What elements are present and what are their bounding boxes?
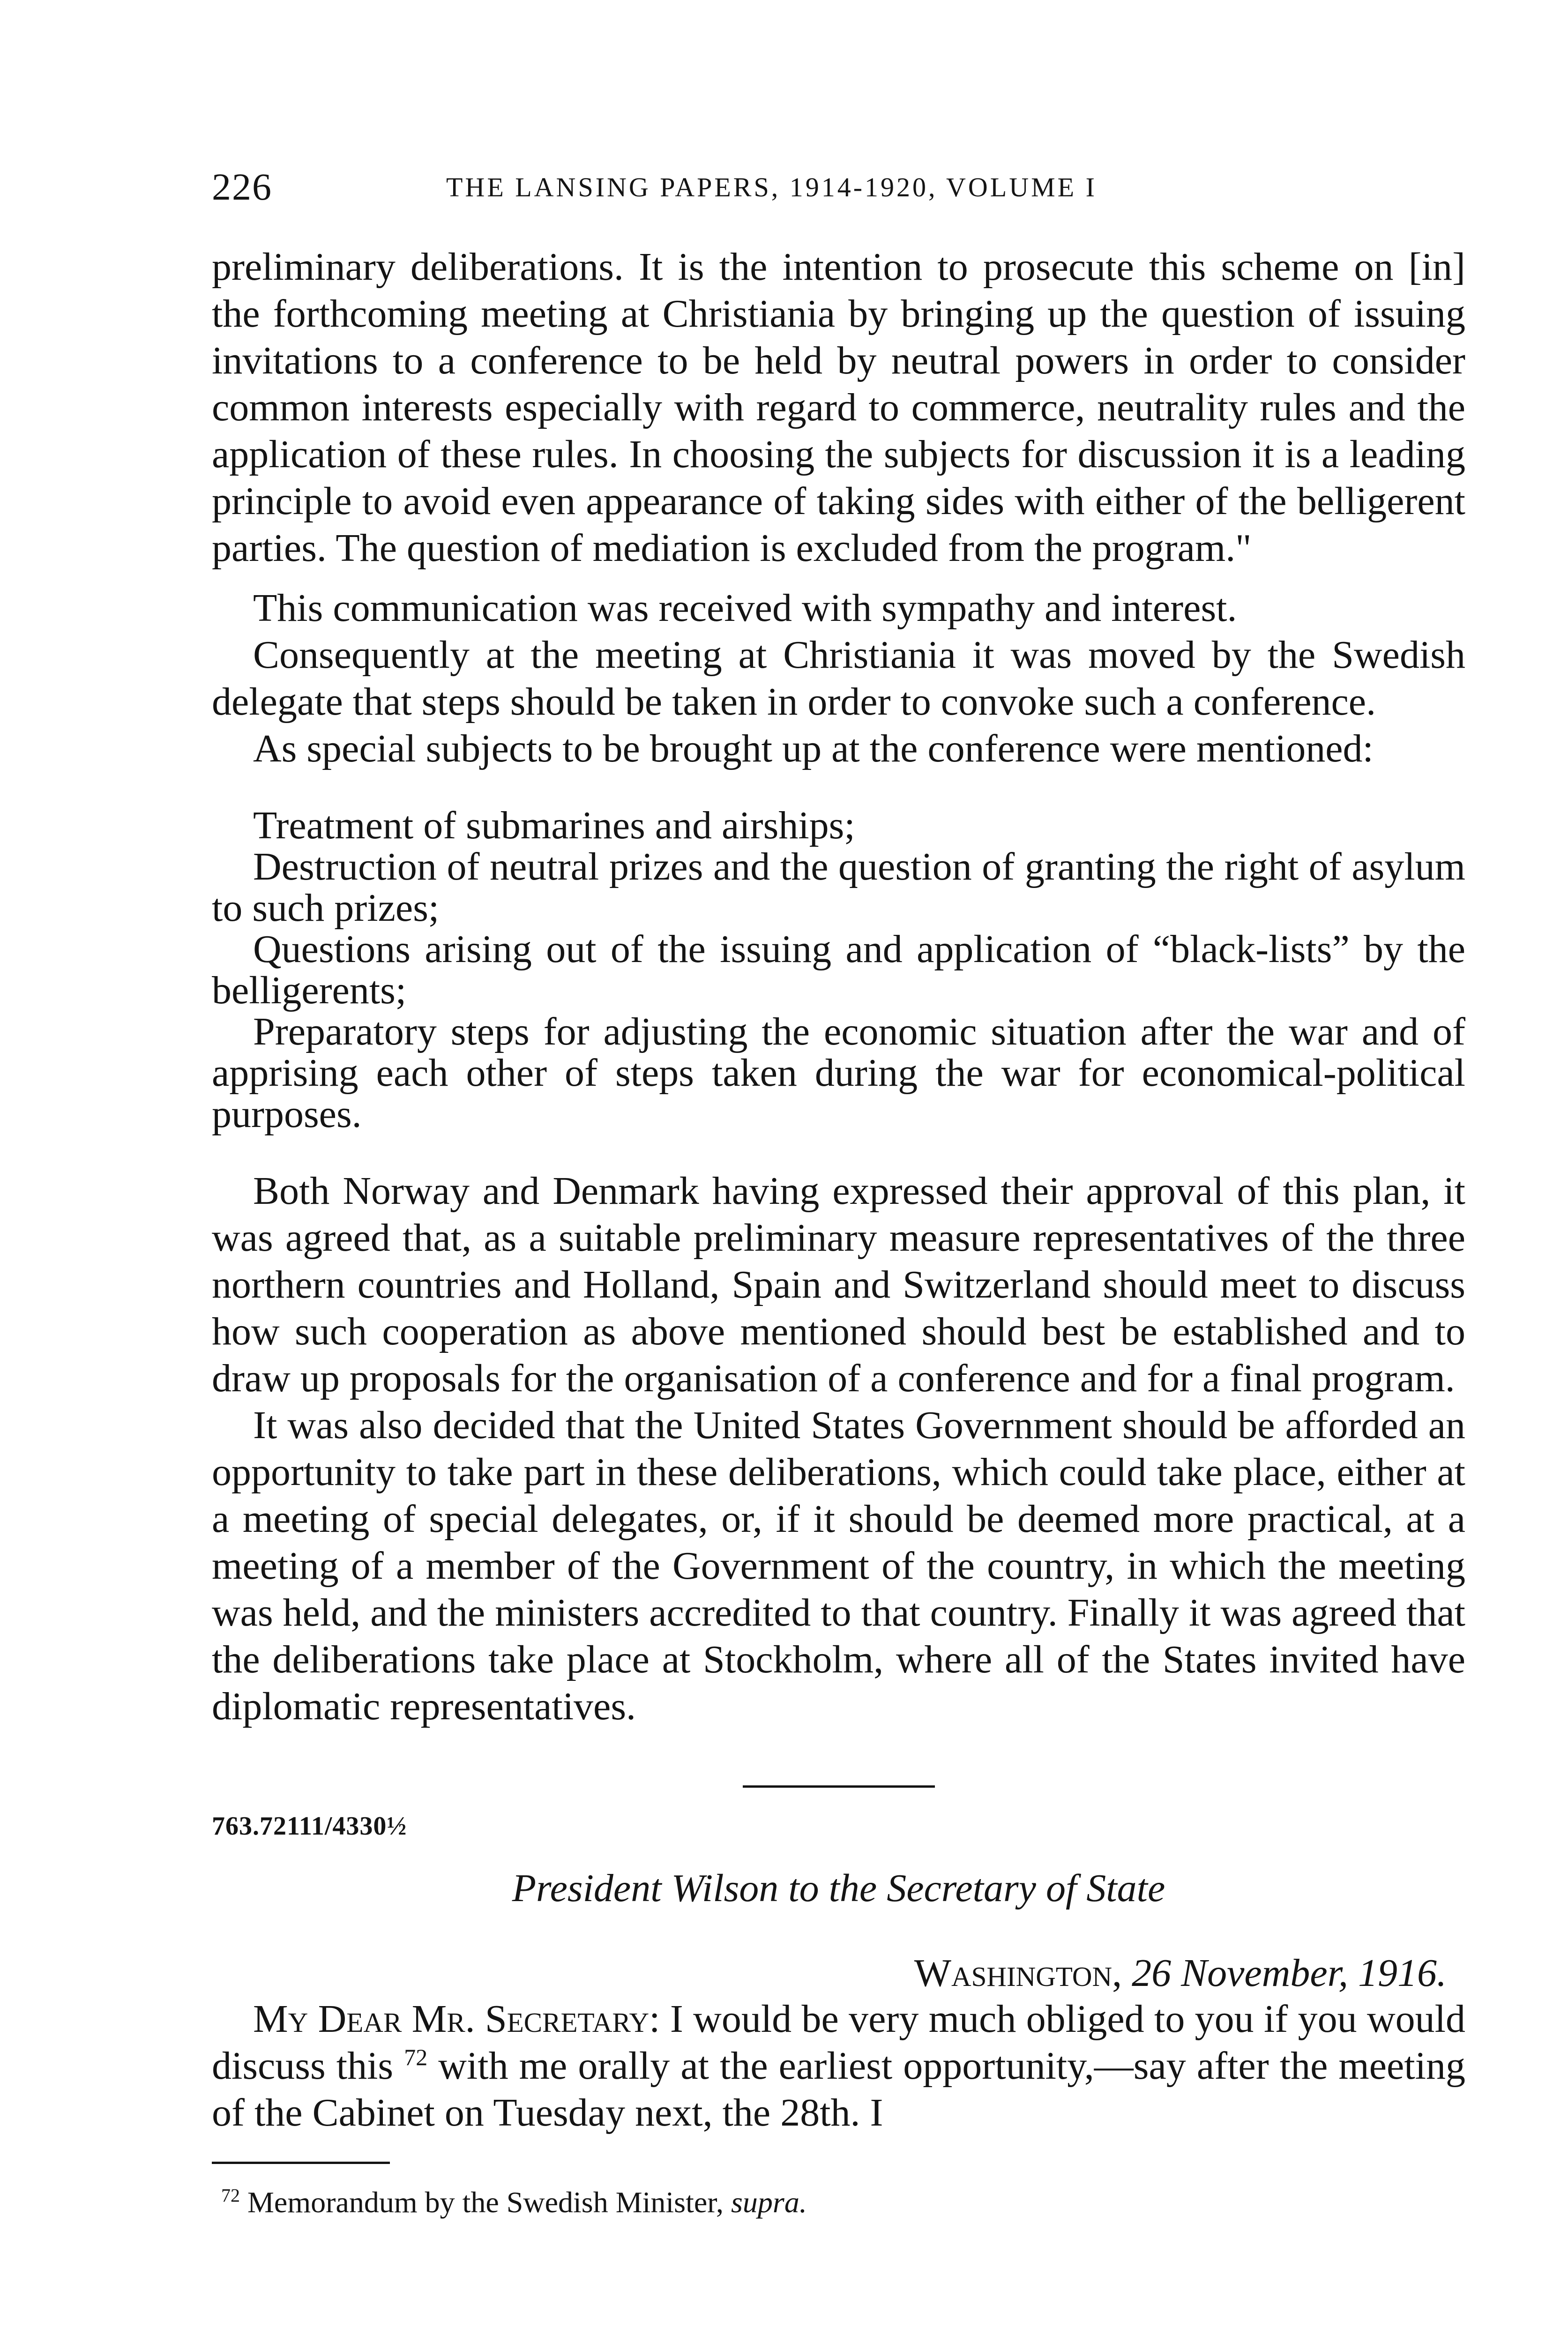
letter-text: I would be very much obliged to you if you would discuss this <box>212 1997 1465 2088</box>
paragraph-continuation: preliminary deliberations. It is the intention to prosecute this scheme on [in] the forthcoming meeting at Christiania by bringing up the question of issuing invitations to a conference to be held by neutral powers in order to consider common interests especially with regard to commerce, neutrality rules and the application of these rules. In choosing the subjects for discussion it is a leading principle to avoid even appearance of taking sides with either of the belligerent parties. The question of mediation is excluded from the program." <box>212 245 1465 570</box>
running-title: THE LANSING PAPERS, 1914-1920, VOLUME I <box>446 172 1097 202</box>
section-divider <box>743 1785 935 1788</box>
paragraph-reception: This communication was received with sympathy and interest. <box>253 586 1237 630</box>
document-title: President Wilson to the Secretary of State <box>512 1866 1165 1910</box>
page <box>212 0 1465 2343</box>
list-item: Treatment of submarines and airships; <box>253 804 855 847</box>
page-number: 226 <box>212 165 272 208</box>
page-body <box>212 244 1465 2221</box>
running-header <box>212 165 1465 207</box>
paragraph-subjects-intro: As special subjects to be brought up at the conference were mentioned: <box>253 727 1374 770</box>
list-item: Destruction of neutral prizes and the question of granting the right of asylum to such prizes; <box>212 845 1465 930</box>
letter-text-continued: with me orally at the earliest opportunity,—say after the meeting of the Cabinet on Tuesday next, the 28th. I <box>212 2044 1466 2134</box>
letter-body <box>212 1996 1465 2136</box>
dateline <box>212 1950 1465 1996</box>
paragraph-united-states: It was also decided that the United States Government should be afforded an opportunity to take part in these deliberations, which could take place, either at a meeting of special delegates, or, if it should be deemed more practical, at a meeting of a member of the Government of the country, in which the meeting was held, and the ministers accredited to that country. Finally it was agreed that the deliberations take place at Stockholm, where all of the States invited have diplomatic representatives. <box>212 1403 1465 1728</box>
footnote-source: supra. <box>731 2186 807 2219</box>
dateline-date: 26 November, 1916. <box>1132 1951 1447 1995</box>
salutation: My Dear Mr. Secretary: <box>253 1997 660 2041</box>
paragraph-motion: Consequently at the meeting at Christiania it was moved by the Swedish delegate that steps should be taken in order to convoke such a conference. <box>212 633 1465 724</box>
footnote-rule <box>212 2162 390 2164</box>
footnote-text: Memorandum by the Swedish Minister, <box>247 2186 724 2219</box>
list-item: Questions arising out of the issuing and application of “black-lists” by the belligerents; <box>212 927 1465 1012</box>
subjects-list <box>212 805 1465 1135</box>
file-number: 763.72111/4330½ <box>212 1812 407 1841</box>
list-item: Preparatory steps for adjusting the economic situation after the war and of apprising each other of steps taken during the war for economical-political purposes. <box>212 1010 1465 1136</box>
footnote-reference[interactable]: 72 <box>404 2044 428 2070</box>
footnote-marker: 72 <box>221 2185 240 2206</box>
dateline-place: Washington, <box>914 1951 1122 1995</box>
footnote <box>212 2184 1465 2221</box>
paragraph-approval: Both Norway and Denmark having expressed their approval of this plan, it was agreed that, as a suitable preliminary measure representatives of the three northern countries and Holland, Spain and Switzerland should meet to discuss how such cooperation as above mentioned should best be established and to draw up proposals for the organisation of a conference and for a final program. <box>212 1169 1465 1400</box>
